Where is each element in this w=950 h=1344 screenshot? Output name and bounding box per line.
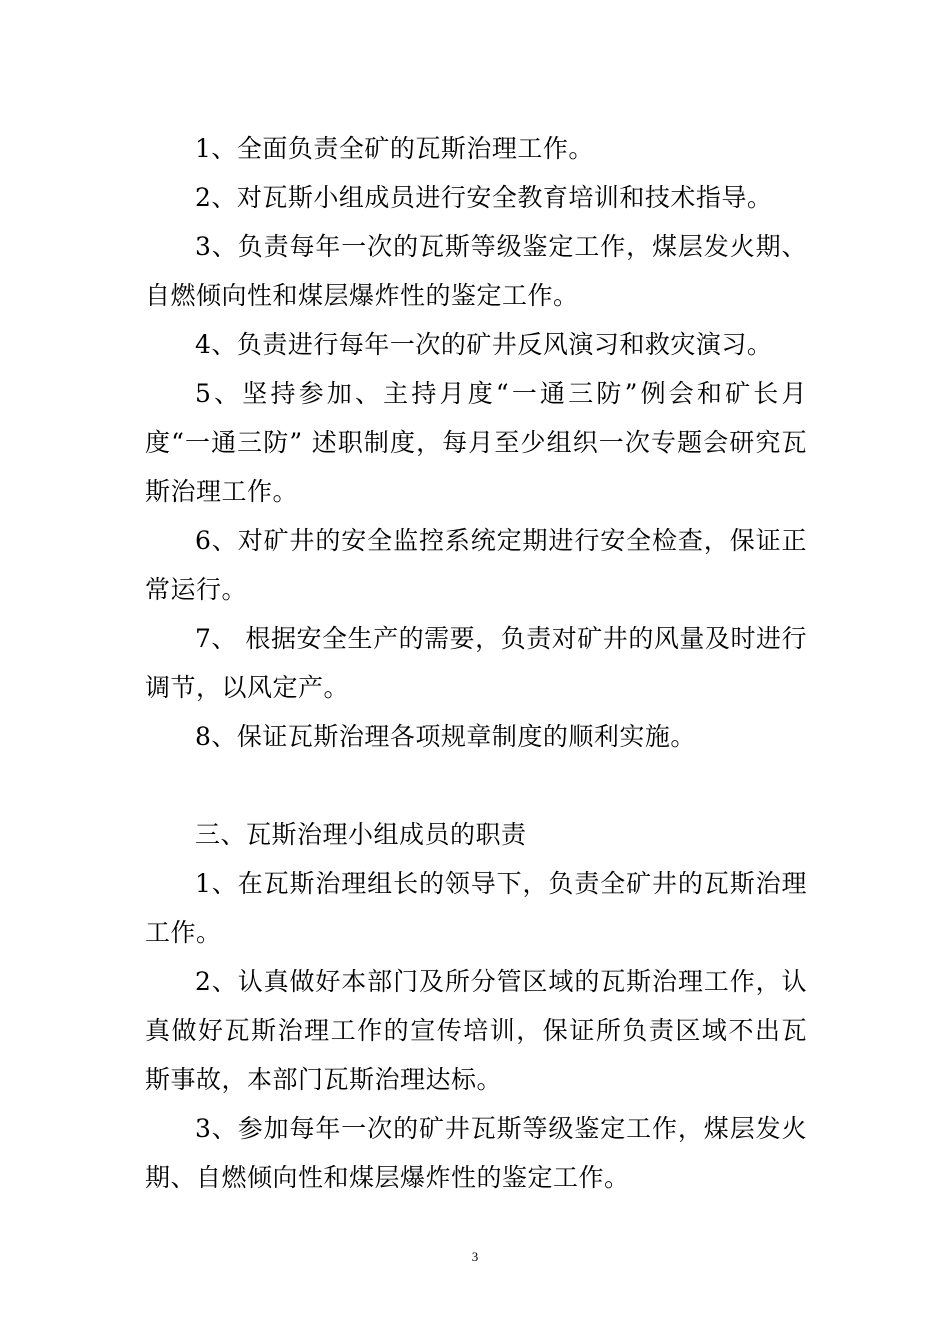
section2-item-2: 2、对瓦斯小组成员进行安全教育培训和技术指导。 <box>195 183 773 212</box>
page-number: 3 <box>471 1249 479 1264</box>
section2-item-7: 7、 根据安全生产的需要，负责对矿井的风量及时进行调节，以风定产。 <box>145 624 807 702</box>
section2-item-3: 3、负责每年一次的瓦斯等级鉴定工作，煤层发火期、自燃倾向性和煤层爆炸性的鉴定工作。 <box>145 232 807 310</box>
section2-item-8: 8、保证瓦斯治理各项规章制度的顺利实施。 <box>195 722 696 751</box>
document-body <box>145 124 807 1202</box>
section3-item-1: 1、在瓦斯治理组长的领导下，负责全矿井的瓦斯治理工作。 <box>145 869 807 947</box>
section2-item-4: 4、负责进行每年一次的矿井反风演习和救灾演习。 <box>195 330 773 359</box>
section2-item-1: 1、全面负责全矿的瓦斯治理工作。 <box>195 134 594 163</box>
section3-item-2: 2、认真做好本部门及所分管区域的瓦斯治理工作，认真做好瓦斯治理工作的宣传培训，保证所负责区域不出瓦斯事故，本部门瓦斯治理达标。 <box>145 967 807 1094</box>
section2-item-6: 6、对矿井的安全监控系统定期进行安全检查，保证正常运行。 <box>145 526 807 604</box>
section-spacer <box>145 761 807 810</box>
section3-heading: 三、瓦斯治理小组成员的职责 <box>195 820 527 849</box>
section3-item-3: 3、参加每年一次的矿井瓦斯等级鉴定工作，煤层发火期、自燃倾向性和煤层爆炸性的鉴定工作。 <box>145 1114 807 1192</box>
section2-item-5: 5、坚持参加、主持月度“一通三防”例会和矿长月度“一通三防” 述职制度，每月至少组织一次专题会研究瓦斯治理工作。 <box>145 379 807 506</box>
